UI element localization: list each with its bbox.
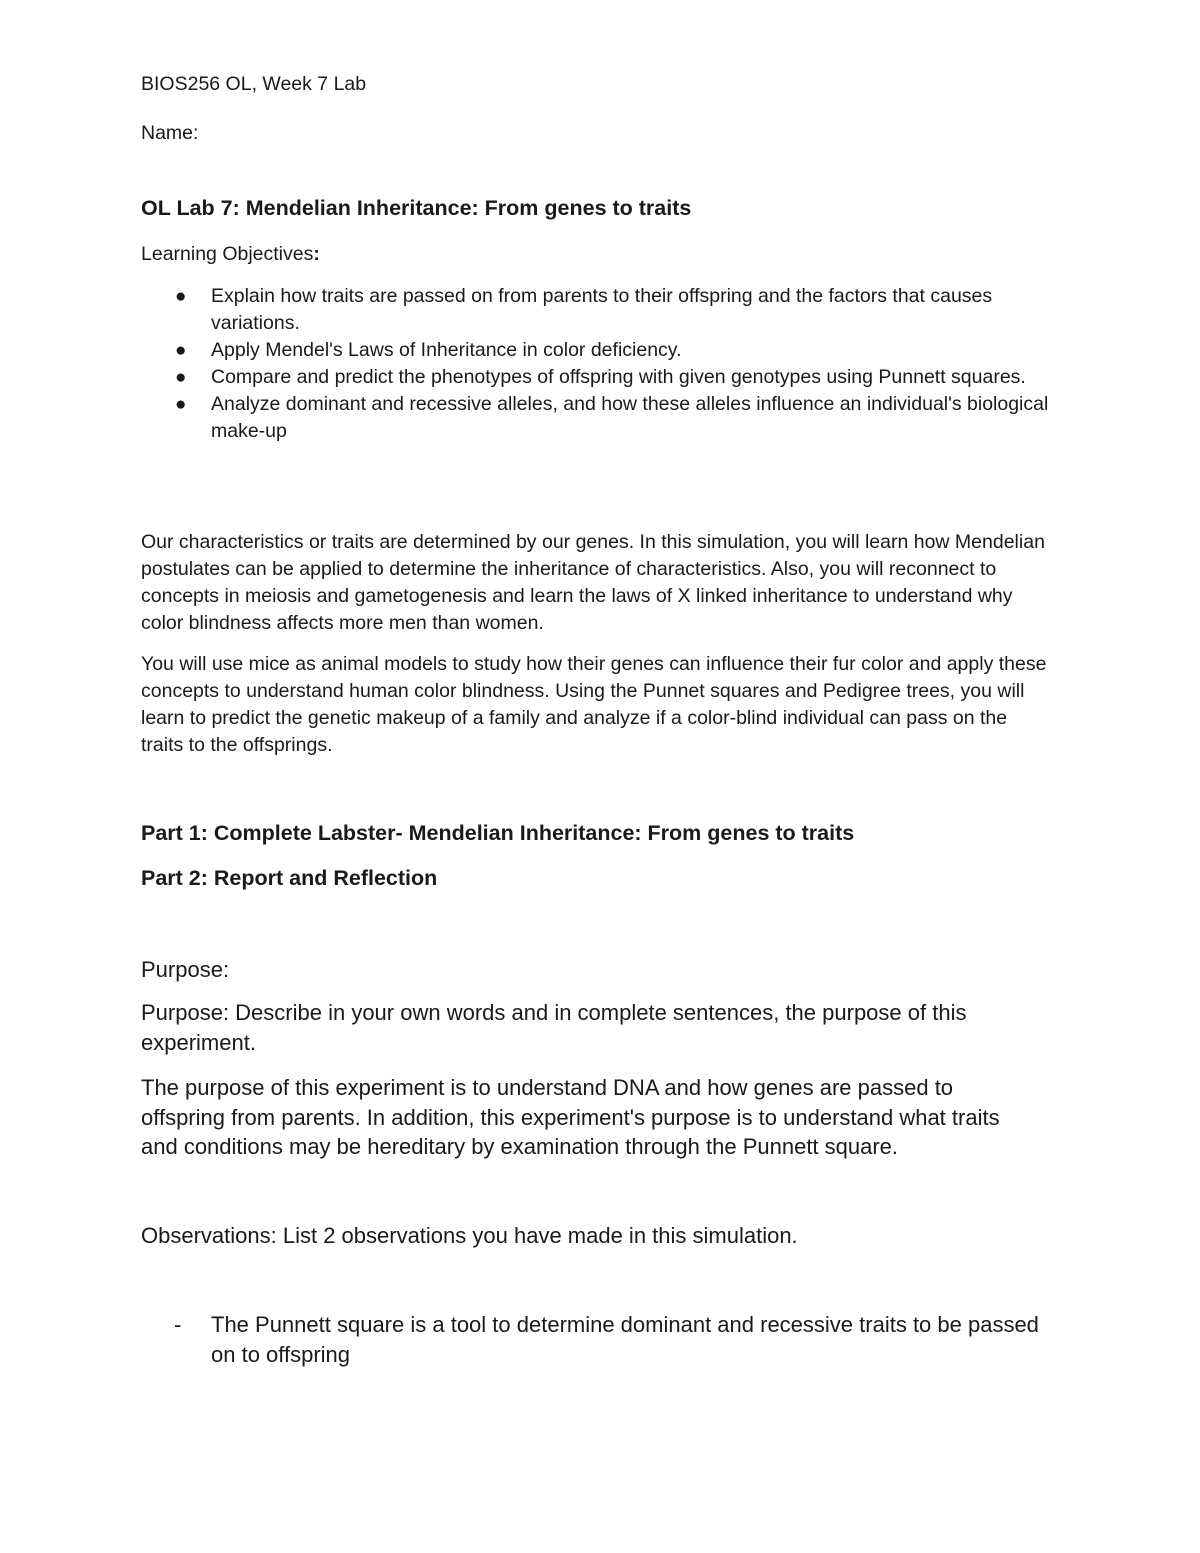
objective-item xyxy=(141,283,1061,337)
part-2-heading: Part 2: Report and Reflection xyxy=(141,866,438,890)
purpose-prompt: Purpose: Describe in your own words and in complete sentences, the purpose of this experiment. xyxy=(141,1000,967,1055)
learning-objectives-colon: : xyxy=(313,243,320,265)
objective-item xyxy=(141,337,1061,364)
intro-paragraph-1: Our characteristics or traits are determined by our genes. In this simulation, you will learn how Mendelian postulates can be applied to determine the inheritance of characteristics. Also, you will reconnect to concepts in meiosis and gametogenesis and learn the laws of X linked inheritance to understand why color blindness affects more men than women. xyxy=(141,531,1045,634)
learning-objectives-list xyxy=(141,283,1061,445)
learning-objectives-label: Learning Objectives xyxy=(141,243,314,265)
name-label: Name: xyxy=(141,122,199,144)
page-title: OL Lab 7: Mendelian Inheritance: From genes to traits xyxy=(141,196,692,220)
purpose-label: Purpose: xyxy=(141,957,230,982)
objective-item xyxy=(141,364,1061,391)
objective-item xyxy=(141,391,1061,445)
intro-paragraph-2: You will use mice as animal models to study how their genes can influence their fur color and apply these concepts to understand human color blindness. Using the Punnet squares and Pedigree trees, you will learn to predict the genetic makeup of a family and analyze if a color-blind individual can pass on the traits to the offsprings. xyxy=(141,653,1047,756)
dash-bullet: - xyxy=(174,1312,182,1337)
objective-text: Explain how traits are passed on from parents to their offspring and the factors that causes variations. xyxy=(211,285,993,334)
observation-text: The Punnett square is a tool to determine dominant and recessive traits to be passed on to offspring xyxy=(211,1312,1039,1367)
observations-list xyxy=(141,1310,1061,1369)
objective-text: Analyze dominant and recessive alleles, and how these alleles influence an individual's biological make-up xyxy=(211,393,1049,442)
observation-item xyxy=(141,1310,1061,1369)
observations-prompt: Observations: List 2 observations you have made in this simulation. xyxy=(141,1223,798,1248)
bullet-icon: ● xyxy=(175,367,187,388)
course-header: BIOS256 OL, Week 7 Lab xyxy=(141,73,367,95)
bullet-icon: ● xyxy=(175,286,187,307)
part-1-heading: Part 1: Complete Labster- Mendelian Inheritance: From genes to traits xyxy=(141,821,855,845)
learning-objectives-heading xyxy=(141,241,320,268)
purpose-answer: The purpose of this experiment is to understand DNA and how genes are passed to offspring from parents. In addition, this experiment's purpose is to understand what traits and conditions may be hereditary by examination through the Punnett square. xyxy=(141,1075,1000,1159)
objective-text: Compare and predict the phenotypes of offspring with given genotypes using Punnett squares. xyxy=(211,366,1026,388)
bullet-icon: ● xyxy=(175,394,187,415)
objective-text: Apply Mendel's Laws of Inheritance in color deficiency. xyxy=(211,339,682,361)
bullet-icon: ● xyxy=(175,340,187,361)
